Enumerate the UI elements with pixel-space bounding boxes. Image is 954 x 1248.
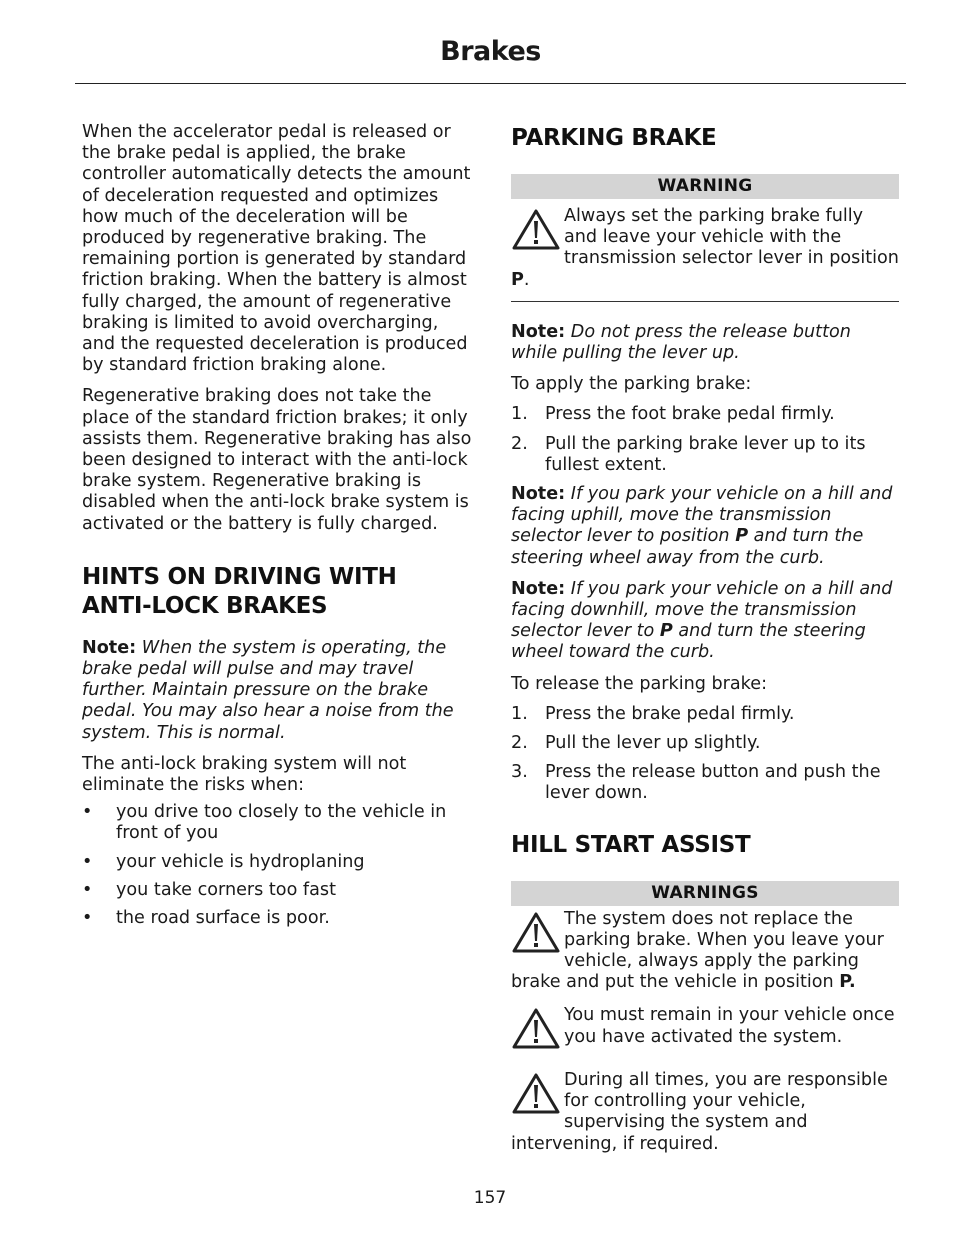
abs-risk-list (82, 802, 472, 929)
page-title: Brakes (440, 36, 541, 67)
bullet-icon: • (82, 908, 93, 929)
parking-warning-text: Always set the parking brake fully and leave your vehicle with the transmission selector lever in position P. (511, 206, 899, 290)
warning-triangle-icon (511, 1072, 561, 1116)
warning-triangle-icon (511, 1007, 561, 1051)
hill-warning-1: The system does not replace the parking brake. When you leave your vehicle, always apply the parking brake and put the vehicle in position P. (511, 908, 884, 993)
list-item: 2. Pull the lever up slightly. (511, 733, 761, 754)
abs-hints-heading: HINTS ON DRIVING WITH ANTI-LOCK BRAKES (82, 563, 397, 619)
warning-banner: WARNING (511, 174, 899, 199)
list-item: 1. Press the foot brake pedal firmly. (511, 404, 835, 425)
note-label: Note: (82, 637, 137, 658)
apply-intro: To apply the parking brake: (511, 374, 752, 395)
list-item: • you drive too closely to the vehicle in front of you (82, 802, 447, 844)
warning-triangle-icon (511, 208, 561, 252)
uphill-note: Note: If you park your vehicle on a hill and facing uphill, move the transmission selector lever to position P and turn the steering wheel away from the curb. (511, 484, 893, 568)
left-column (82, 122, 472, 936)
list-item: 1. Press the brake pedal firmly. (511, 703, 795, 724)
hill-warning-3: During all times, you are responsible for controlling your vehicle, supervising the system and intervening, if required. (511, 1069, 888, 1154)
note-text: When the system is operating, the brake pedal will pulse and may travel further. Maintain pressure on the brake pedal. You may also hear a noise from the system. This is normal. (82, 637, 454, 743)
warning-divider (511, 301, 899, 302)
list-item: • the road surface is poor. (82, 908, 330, 929)
regen-paragraph-2: Regenerative braking does not take the place of the standard friction brakes; it only assists them. Regenerative braking has also been designed to interact with the anti-lock brake system. Regenerative braking is disabled when the anti-lock brake system is activated or the battery is fully charged. (82, 386, 472, 534)
bullet-icon: • (82, 802, 93, 823)
warnings-banner: WARNINGS (511, 881, 899, 906)
warning-triangle-icon (511, 911, 561, 955)
page-number: 157 (473, 1188, 507, 1208)
abs-note (82, 638, 472, 744)
release-steps (511, 704, 899, 805)
list-item: • your vehicle is hydroplaning (82, 851, 365, 872)
list-item: • you take corners too fast (82, 879, 336, 900)
list-item: 2. Pull the parking brake lever up to its fullest extent. (511, 433, 866, 475)
release-button-note: Note: Do not press the release button while pulling the lever up. (511, 321, 851, 364)
parking-brake-heading: PARKING BRAKE (511, 125, 717, 151)
bullet-icon: • (82, 851, 93, 872)
hill-warning-2: You must remain in your vehicle once you have activated the system. (511, 1005, 899, 1057)
bullet-icon: • (82, 879, 93, 900)
downhill-note: Note: If you park your vehicle on a hill and facing downhill, move the transmission selector lever to P and turn the steering wheel toward the curb. (511, 578, 893, 663)
release-intro: To release the parking brake: (511, 673, 767, 694)
regen-paragraph-1: When the accelerator pedal is released or the brake pedal is applied, the brake controller automatically detects the amount of deceleration requested and optimizes how much of the deceleration will be produced by regenerative braking. The remaining portion is generated by standard friction braking. When the battery is almost fully charged, the amount of regenerative braking is limited to avoid overcharging, and the requested deceleration is produced by standard friction braking alone. (82, 122, 471, 376)
abs-intro: The anti-lock braking system will not eliminate the risks when: (82, 753, 407, 796)
parking-warning (511, 206, 899, 291)
apply-steps (511, 404, 899, 476)
hill-start-heading: HILL START ASSIST (511, 831, 751, 858)
right-column (511, 122, 899, 1167)
title-divider (75, 83, 906, 84)
list-item: 3. Press the release button and push the lever down. (511, 762, 881, 804)
